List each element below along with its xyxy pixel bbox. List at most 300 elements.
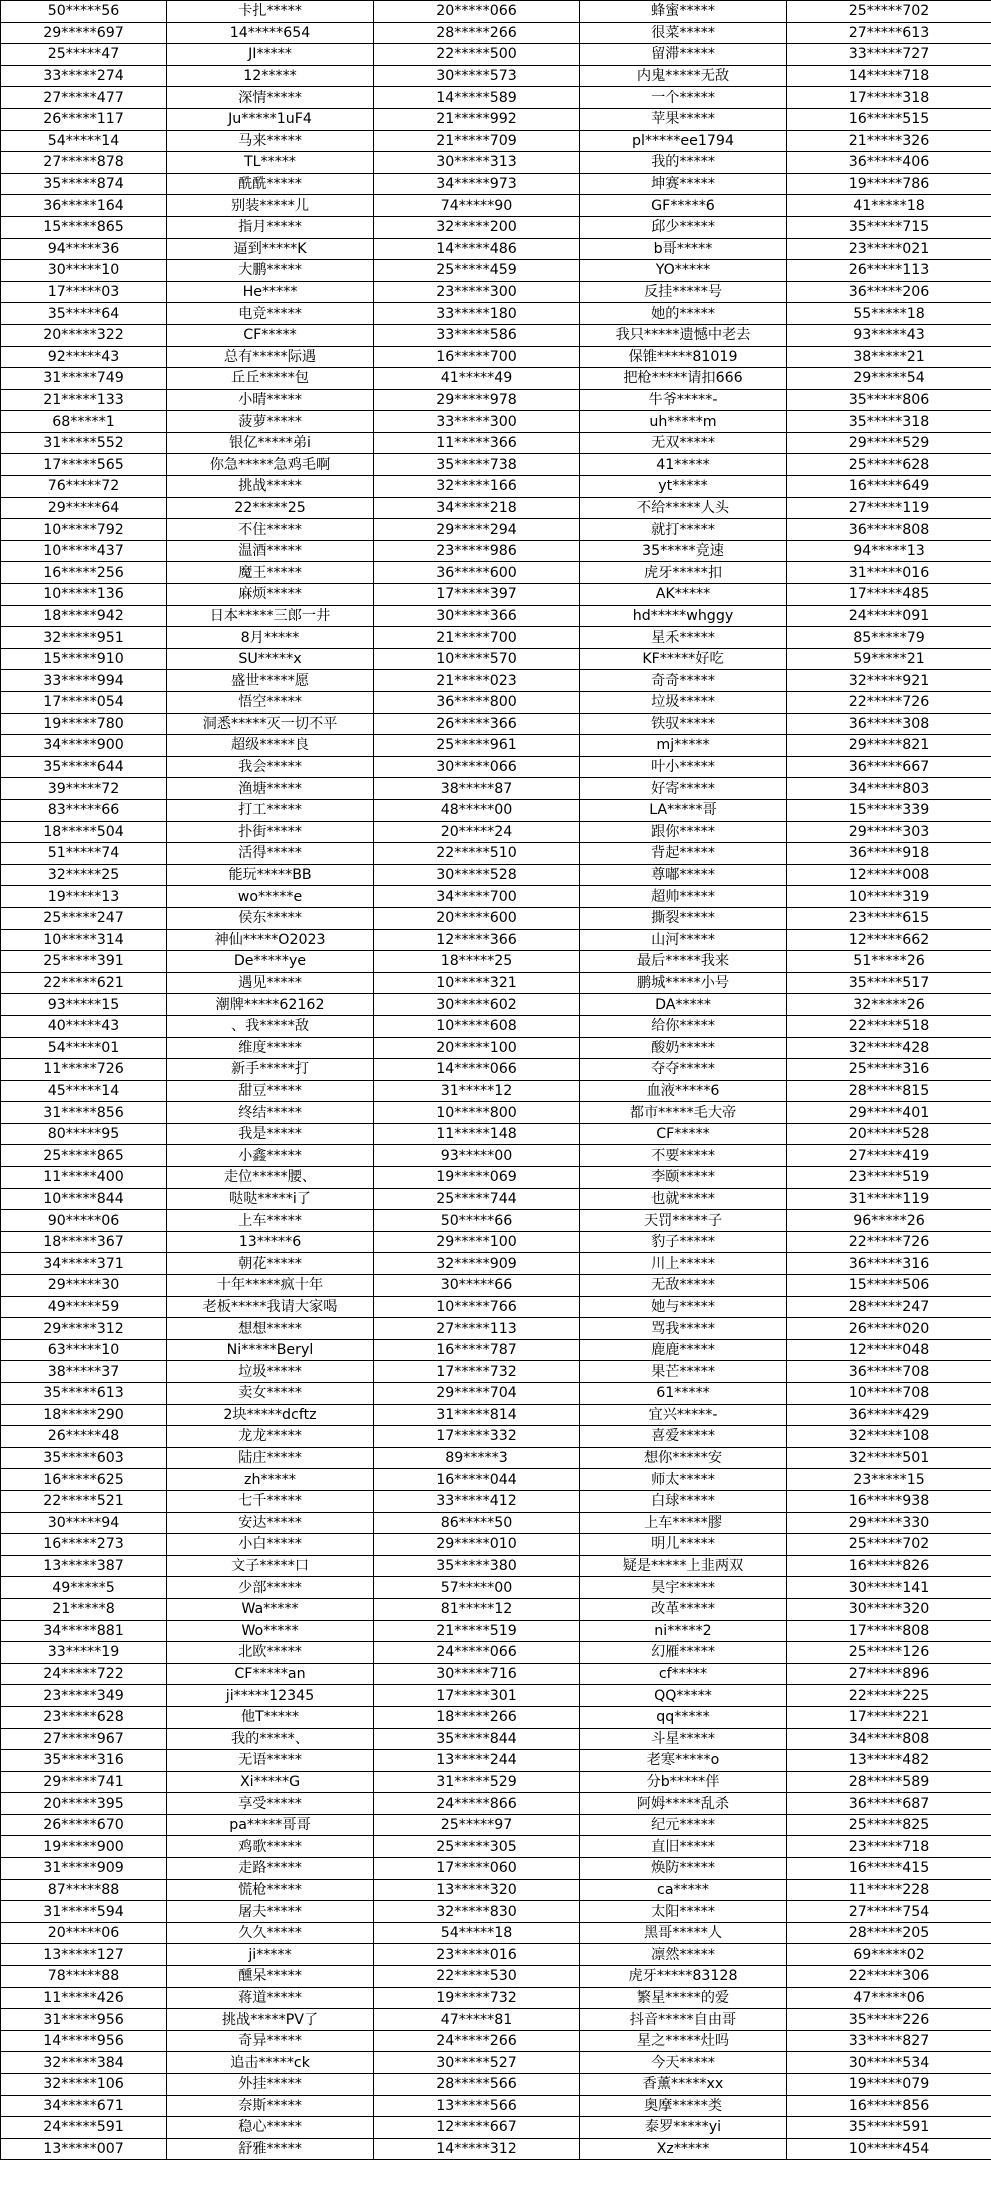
player-name-cell: 遇见***** <box>167 972 374 994</box>
player-id-cell: 20*****600 <box>374 907 580 929</box>
player-name-cell: 能玩*****BB <box>167 864 374 886</box>
player-name-cell: 改革***** <box>580 1598 787 1620</box>
player-name-cell: 醺呆***** <box>167 1966 374 1988</box>
table-row <box>1 1296 991 1318</box>
player-id-cell: 35*****591 <box>787 2117 991 2139</box>
table-row <box>1 843 991 865</box>
player-id-cell: 35*****874 <box>1 173 167 195</box>
player-id-cell: 33*****180 <box>374 303 580 325</box>
player-id-cell: 34*****973 <box>374 173 580 195</box>
player-name-cell: 一个***** <box>580 87 787 109</box>
player-name-cell: 小晴***** <box>167 389 374 411</box>
player-name-cell: 他T***** <box>167 1706 374 1728</box>
player-id-cell: 31*****909 <box>1 1858 167 1880</box>
player-id-cell: 38*****87 <box>374 778 580 800</box>
player-id-cell: 36*****667 <box>787 756 991 778</box>
player-name-cell: 8月***** <box>167 627 374 649</box>
player-name-cell: 鹿鹿***** <box>580 1339 787 1361</box>
player-id-cell: 25*****126 <box>787 1642 991 1664</box>
player-name-cell: 也就***** <box>580 1188 787 1210</box>
table-row <box>1 2095 991 2117</box>
player-id-cell: 32*****951 <box>1 627 167 649</box>
player-name-cell: 坤赛***** <box>580 173 787 195</box>
player-id-cell: 10*****454 <box>787 2138 991 2160</box>
player-id-cell: 27*****119 <box>787 497 991 519</box>
player-id-cell: 28*****266 <box>374 22 580 44</box>
player-name-cell: 2块*****dcftz <box>167 1404 374 1426</box>
player-id-cell: 29*****64 <box>1 497 167 519</box>
player-id-cell: 28*****589 <box>787 1771 991 1793</box>
player-id-cell: 18*****504 <box>1 821 167 843</box>
player-name-cell: 你急*****急鸡毛啊 <box>167 454 374 476</box>
player-name-cell: Wo***** <box>167 1620 374 1642</box>
player-name-cell: 果芒***** <box>580 1361 787 1383</box>
player-name-cell: 银亿*****弟i <box>167 432 374 454</box>
player-name-cell: 斗星***** <box>580 1728 787 1750</box>
player-name-cell: ni*****2 <box>580 1620 787 1642</box>
player-id-cell: 23*****016 <box>374 1944 580 1966</box>
player-id-cell: 16*****856 <box>787 2095 991 2117</box>
table-row <box>1 238 991 260</box>
player-id-cell: 13*****320 <box>374 1879 580 1901</box>
player-id-cell: 10*****766 <box>374 1296 580 1318</box>
table-row <box>1 1318 991 1340</box>
player-id-cell: 31*****552 <box>1 432 167 454</box>
player-id-cell: 13*****387 <box>1 1555 167 1577</box>
player-id-cell: 32*****428 <box>787 1037 991 1059</box>
player-name-cell: 深情***** <box>167 87 374 109</box>
player-id-cell: 34*****671 <box>1 2095 167 2117</box>
player-name-cell: 骂我***** <box>580 1318 787 1340</box>
player-id-cell: 94*****36 <box>1 238 167 260</box>
player-name-cell: 香薰*****xx <box>580 2074 787 2096</box>
player-name-cell: 夺夺***** <box>580 1059 787 1081</box>
table-row <box>1 130 991 152</box>
player-id-cell: 21*****700 <box>374 627 580 649</box>
player-id-cell: 21*****326 <box>787 130 991 152</box>
player-id-cell: 26*****670 <box>1 1814 167 1836</box>
player-id-cell: 10*****321 <box>374 972 580 994</box>
player-name-cell: 超级*****良 <box>167 735 374 757</box>
player-id-cell: 21*****133 <box>1 389 167 411</box>
player-id-cell: 36*****316 <box>787 1253 991 1275</box>
player-name-cell: 星之*****灶吗 <box>580 2030 787 2052</box>
player-name-cell: 哒哒*****i了 <box>167 1188 374 1210</box>
player-id-cell: 21*****8 <box>1 1598 167 1620</box>
player-name-cell: 鹏城*****小号 <box>580 972 787 994</box>
player-name-cell: 马来***** <box>167 130 374 152</box>
player-name-cell: 老寒*****o <box>580 1750 787 1772</box>
player-id-cell: 35*****738 <box>374 454 580 476</box>
player-name-cell: 师太***** <box>580 1469 787 1491</box>
player-id-cell: 50*****66 <box>374 1210 580 1232</box>
player-id-cell: 89*****3 <box>374 1447 580 1469</box>
table-row <box>1 1771 991 1793</box>
player-name-cell: 她与***** <box>580 1296 787 1318</box>
player-id-cell: 45*****14 <box>1 1080 167 1102</box>
player-id-cell: 30*****10 <box>1 260 167 282</box>
player-id-cell: 22*****621 <box>1 972 167 994</box>
player-id-cell: 34*****218 <box>374 497 580 519</box>
player-id-cell: 54*****14 <box>1 130 167 152</box>
player-id-cell: 15*****506 <box>787 1275 991 1297</box>
table-row <box>1 1231 991 1253</box>
player-id-cell: 35*****316 <box>1 1750 167 1772</box>
player-id-cell: 25*****316 <box>787 1059 991 1081</box>
player-id-cell: 33*****19 <box>1 1642 167 1664</box>
player-name-cell: 舒雅***** <box>167 2138 374 2160</box>
player-name-cell: 日本*****三郎一井 <box>167 605 374 627</box>
table-row <box>1 1836 991 1858</box>
player-name-cell: 尊嘟***** <box>580 864 787 886</box>
player-name-cell: 卖女***** <box>167 1383 374 1405</box>
table-row <box>1 735 991 757</box>
player-name-cell: 不住***** <box>167 519 374 541</box>
player-name-cell: 给你***** <box>580 1015 787 1037</box>
player-name-cell: 电竞***** <box>167 303 374 325</box>
table-row <box>1 260 991 282</box>
player-id-cell: 32*****166 <box>374 476 580 498</box>
table-row <box>1 2117 991 2139</box>
player-id-cell: 25*****825 <box>787 1814 991 1836</box>
player-name-cell: 奇异***** <box>167 2030 374 2052</box>
player-id-cell: 25*****702 <box>787 1534 991 1556</box>
player-name-cell: 叶小***** <box>580 756 787 778</box>
player-id-cell: 32*****909 <box>374 1253 580 1275</box>
player-name-cell: 外挂***** <box>167 2074 374 2096</box>
player-id-cell: 19*****732 <box>374 1987 580 2009</box>
player-id-cell: 32*****384 <box>1 2052 167 2074</box>
table-row <box>1 929 991 951</box>
player-id-cell: 35*****806 <box>787 389 991 411</box>
table-row <box>1 1188 991 1210</box>
table-row <box>1 1555 991 1577</box>
player-name-cell: 分b*****伴 <box>580 1771 787 1793</box>
table-row <box>1 951 991 973</box>
player-name-cell: 十年*****疯十年 <box>167 1275 374 1297</box>
player-name-cell: ji*****12345 <box>167 1685 374 1707</box>
player-id-cell: 41*****18 <box>787 195 991 217</box>
player-id-cell: 87*****88 <box>1 1879 167 1901</box>
table-row <box>1 1275 991 1297</box>
player-name-cell: 北欧***** <box>167 1642 374 1664</box>
player-name-cell: 疑是*****上韭两双 <box>580 1555 787 1577</box>
player-id-cell: 25*****391 <box>1 951 167 973</box>
player-name-cell: 阿姆*****乱杀 <box>580 1793 787 1815</box>
player-name-cell: 李颐***** <box>580 1167 787 1189</box>
player-id-cell: 54*****01 <box>1 1037 167 1059</box>
player-name-cell: 豹子***** <box>580 1231 787 1253</box>
table-row <box>1 713 991 735</box>
player-name-cell: 卡扎***** <box>167 1 374 23</box>
player-id-cell: 27*****113 <box>374 1318 580 1340</box>
player-name-cell: KF*****好吃 <box>580 648 787 670</box>
player-id-cell: 16*****700 <box>374 346 580 368</box>
player-name-cell: 安达***** <box>167 1512 374 1534</box>
player-id-cell: 27*****419 <box>787 1145 991 1167</box>
player-name-cell: 侯东***** <box>167 907 374 929</box>
player-id-cell: 18*****367 <box>1 1231 167 1253</box>
player-name-cell: 想想***** <box>167 1318 374 1340</box>
player-name-cell: Ni*****Beryl <box>167 1339 374 1361</box>
player-id-cell: 36*****308 <box>787 713 991 735</box>
player-id-cell: 30*****66 <box>374 1275 580 1297</box>
table-row <box>1 1145 991 1167</box>
player-name-cell: 潮牌*****62162 <box>167 994 374 1016</box>
player-id-cell: 24*****866 <box>374 1793 580 1815</box>
player-id-cell: 33*****300 <box>374 411 580 433</box>
player-name-cell: 凛然***** <box>580 1944 787 1966</box>
player-name-cell: 留滞***** <box>580 44 787 66</box>
player-id-cell: 35*****715 <box>787 216 991 238</box>
player-id-cell: 13*****127 <box>1 1944 167 1966</box>
player-name-cell: 麻烦***** <box>167 584 374 606</box>
player-id-cell: 22*****726 <box>787 1231 991 1253</box>
player-id-cell: 21*****519 <box>374 1620 580 1642</box>
player-id-cell: 16*****515 <box>787 108 991 130</box>
player-name-cell: 反挂*****号 <box>580 281 787 303</box>
player-id-cell: 22*****225 <box>787 1685 991 1707</box>
player-id-cell: 27*****754 <box>787 1901 991 1923</box>
player-name-cell: 我是***** <box>167 1123 374 1145</box>
player-id-cell: 30*****528 <box>374 864 580 886</box>
player-name-cell: 幻雁***** <box>580 1642 787 1664</box>
player-name-cell: 走位*****腰、 <box>167 1167 374 1189</box>
player-name-cell: 我的***** <box>580 152 787 174</box>
player-id-cell: 25*****865 <box>1 1145 167 1167</box>
player-name-cell: 白球***** <box>580 1490 787 1512</box>
player-name-cell: 61***** <box>580 1383 787 1405</box>
player-id-cell: 23*****986 <box>374 540 580 562</box>
player-name-cell: 追击*****ck <box>167 2052 374 2074</box>
player-name-cell: AK***** <box>580 584 787 606</box>
table-row <box>1 87 991 109</box>
player-name-cell: 挑战***** <box>167 476 374 498</box>
table-row <box>1 605 991 627</box>
player-id-cell: 25*****961 <box>374 735 580 757</box>
player-name-cell: 22*****25 <box>167 497 374 519</box>
player-id-cell: 29*****330 <box>787 1512 991 1534</box>
player-id-cell: 29*****312 <box>1 1318 167 1340</box>
player-name-cell: 想你*****安 <box>580 1447 787 1469</box>
player-id-cell: 38*****21 <box>787 346 991 368</box>
player-name-cell: 不要***** <box>580 1145 787 1167</box>
player-id-cell: 57*****00 <box>374 1577 580 1599</box>
player-id-cell: 20*****24 <box>374 821 580 843</box>
player-id-cell: 41*****49 <box>374 368 580 390</box>
table-row <box>1 799 991 821</box>
player-id-cell: 51*****26 <box>787 951 991 973</box>
player-id-cell: 35*****318 <box>787 411 991 433</box>
player-name-cell: Wa***** <box>167 1598 374 1620</box>
player-id-cell: 35*****380 <box>374 1555 580 1577</box>
player-id-cell: 31*****12 <box>374 1080 580 1102</box>
player-name-cell: 老板*****我请大家喝 <box>167 1296 374 1318</box>
player-id-cell: 16*****273 <box>1 1534 167 1556</box>
player-name-cell: 好寄***** <box>580 778 787 800</box>
player-id-cell: 34*****700 <box>374 886 580 908</box>
player-name-cell: 洞悉*****灭一切不平 <box>167 713 374 735</box>
player-id-cell: 19*****900 <box>1 1836 167 1858</box>
table-row <box>1 648 991 670</box>
player-id-cell: 19*****786 <box>787 173 991 195</box>
player-id-cell: 19*****079 <box>787 2074 991 2096</box>
player-id-cell: 10*****437 <box>1 540 167 562</box>
table-row <box>1 519 991 541</box>
player-id-cell: 33*****727 <box>787 44 991 66</box>
table-row <box>1 1080 991 1102</box>
player-id-cell: 20*****100 <box>374 1037 580 1059</box>
player-id-cell: 23*****021 <box>787 238 991 260</box>
table-row <box>1 2030 991 2052</box>
player-id-cell: 36*****164 <box>1 195 167 217</box>
player-id-cell: 31*****119 <box>787 1188 991 1210</box>
player-id-cell: 93*****15 <box>1 994 167 1016</box>
player-id-cell: 29*****704 <box>374 1383 580 1405</box>
player-name-cell: 35*****竞速 <box>580 540 787 562</box>
player-id-cell: 80*****95 <box>1 1123 167 1145</box>
table-row <box>1 1966 991 1988</box>
player-id-cell: 33*****827 <box>787 2030 991 2052</box>
table-row <box>1 303 991 325</box>
player-name-cell: 扑街***** <box>167 821 374 843</box>
player-name-cell: 牛爷*****- <box>580 389 787 411</box>
table-row <box>1 2138 991 2160</box>
player-id-cell: 12*****008 <box>787 864 991 886</box>
player-name-cell: 苹果***** <box>580 108 787 130</box>
player-id-cell: 34*****881 <box>1 1620 167 1642</box>
player-id-cell: 36*****600 <box>374 562 580 584</box>
player-name-cell: JI***** <box>167 44 374 66</box>
player-name-cell: 41***** <box>580 454 787 476</box>
player-name-cell: zh***** <box>167 1469 374 1491</box>
player-id-cell: 23*****15 <box>787 1469 991 1491</box>
table-row <box>1 1663 991 1685</box>
player-id-cell: 76*****72 <box>1 476 167 498</box>
player-id-cell: 35*****226 <box>787 2009 991 2031</box>
player-id-cell: 17*****397 <box>374 584 580 606</box>
player-name-cell: 喜爱***** <box>580 1426 787 1448</box>
player-id-cell: 14*****312 <box>374 2138 580 2160</box>
player-id-cell: 28*****205 <box>787 1922 991 1944</box>
player-id-cell: 92*****43 <box>1 346 167 368</box>
table-row <box>1 281 991 303</box>
player-id-cell: 30*****602 <box>374 994 580 1016</box>
table-row <box>1 1879 991 1901</box>
player-name-cell: 焕防***** <box>580 1858 787 1880</box>
player-name-cell: CF*****an <box>167 1663 374 1685</box>
player-id-cell: 32*****106 <box>1 2074 167 2096</box>
player-id-cell: 24*****066 <box>374 1642 580 1664</box>
player-id-cell: 30*****313 <box>374 152 580 174</box>
player-name-cell: 甜豆***** <box>167 1080 374 1102</box>
player-id-cell: 24*****091 <box>787 605 991 627</box>
player-name-cell: Xi*****G <box>167 1771 374 1793</box>
player-name-cell: 繁星*****的爱 <box>580 1987 787 2009</box>
player-name-cell: 酰酰***** <box>167 173 374 195</box>
table-row <box>1 1253 991 1275</box>
player-id-cell: 29*****401 <box>787 1102 991 1124</box>
table-row <box>1 497 991 519</box>
player-name-cell: 打工***** <box>167 799 374 821</box>
player-id-cell: 22*****521 <box>1 1490 167 1512</box>
player-id-cell: 29*****978 <box>374 389 580 411</box>
table-row <box>1 1922 991 1944</box>
player-id-cell: 50*****56 <box>1 1 167 23</box>
player-id-cell: 12*****048 <box>787 1339 991 1361</box>
player-name-cell: 12***** <box>167 65 374 87</box>
table-row <box>1 1 991 23</box>
player-id-cell: 14*****956 <box>1 2030 167 2052</box>
table-row <box>1 1858 991 1880</box>
player-id-cell: 29*****303 <box>787 821 991 843</box>
player-id-cell: 96*****26 <box>787 1210 991 1232</box>
table-row <box>1 368 991 390</box>
player-id-cell: 30*****366 <box>374 605 580 627</box>
table-row <box>1 562 991 584</box>
table-row <box>1 2074 991 2096</box>
player-name-cell: 享受***** <box>167 1793 374 1815</box>
player-id-cell: 32*****921 <box>787 670 991 692</box>
player-id-cell: 32*****26 <box>787 994 991 1016</box>
player-id-cell: 20*****528 <box>787 1123 991 1145</box>
table-row <box>1 756 991 778</box>
player-name-cell: TL***** <box>167 152 374 174</box>
player-name-cell: 邱少***** <box>580 216 787 238</box>
table-row <box>1 1728 991 1750</box>
table-row <box>1 972 991 994</box>
player-id-cell: 22*****726 <box>787 692 991 714</box>
player-id-cell: 47*****81 <box>374 2009 580 2031</box>
player-name-cell: 把枪*****请扣666 <box>580 368 787 390</box>
table-row <box>1 1793 991 1815</box>
table-row <box>1 1598 991 1620</box>
player-name-cell: 无敌***** <box>580 1275 787 1297</box>
player-id-cell: 90*****06 <box>1 1210 167 1232</box>
player-id-cell: 27*****896 <box>787 1663 991 1685</box>
player-id-cell: 27*****613 <box>787 22 991 44</box>
player-name-cell: ca***** <box>580 1879 787 1901</box>
player-name-cell: 13*****6 <box>167 1231 374 1253</box>
player-id-cell: 68*****1 <box>1 411 167 433</box>
player-id-cell: 33*****412 <box>374 1490 580 1512</box>
player-name-cell: 陆庄***** <box>167 1447 374 1469</box>
player-id-cell: 48*****00 <box>374 799 580 821</box>
player-id-cell: 12*****662 <box>787 929 991 951</box>
player-name-cell: ji***** <box>167 1944 374 1966</box>
table-row <box>1 886 991 908</box>
player-id-cell: 49*****5 <box>1 1577 167 1599</box>
player-id-cell: 25*****744 <box>374 1188 580 1210</box>
player-name-cell: CF***** <box>580 1123 787 1145</box>
player-name-cell: 保锥*****81019 <box>580 346 787 368</box>
player-id-cell: 10*****314 <box>1 929 167 951</box>
player-id-cell: 26*****48 <box>1 1426 167 1448</box>
player-name-cell: 悟空***** <box>167 692 374 714</box>
player-name-cell: 龙龙***** <box>167 1426 374 1448</box>
player-id-cell: 36*****808 <box>787 519 991 541</box>
table-row <box>1 432 991 454</box>
player-id-cell: 23*****628 <box>1 1706 167 1728</box>
player-name-cell: 超帅***** <box>580 886 787 908</box>
player-id-cell: 85*****79 <box>787 627 991 649</box>
player-id-cell: 36*****918 <box>787 843 991 865</box>
player-name-cell: DA***** <box>580 994 787 1016</box>
player-id-cell: 23*****519 <box>787 1167 991 1189</box>
player-name-cell: qq***** <box>580 1706 787 1728</box>
table-row <box>1 2052 991 2074</box>
player-id-cell: 28*****247 <box>787 1296 991 1318</box>
